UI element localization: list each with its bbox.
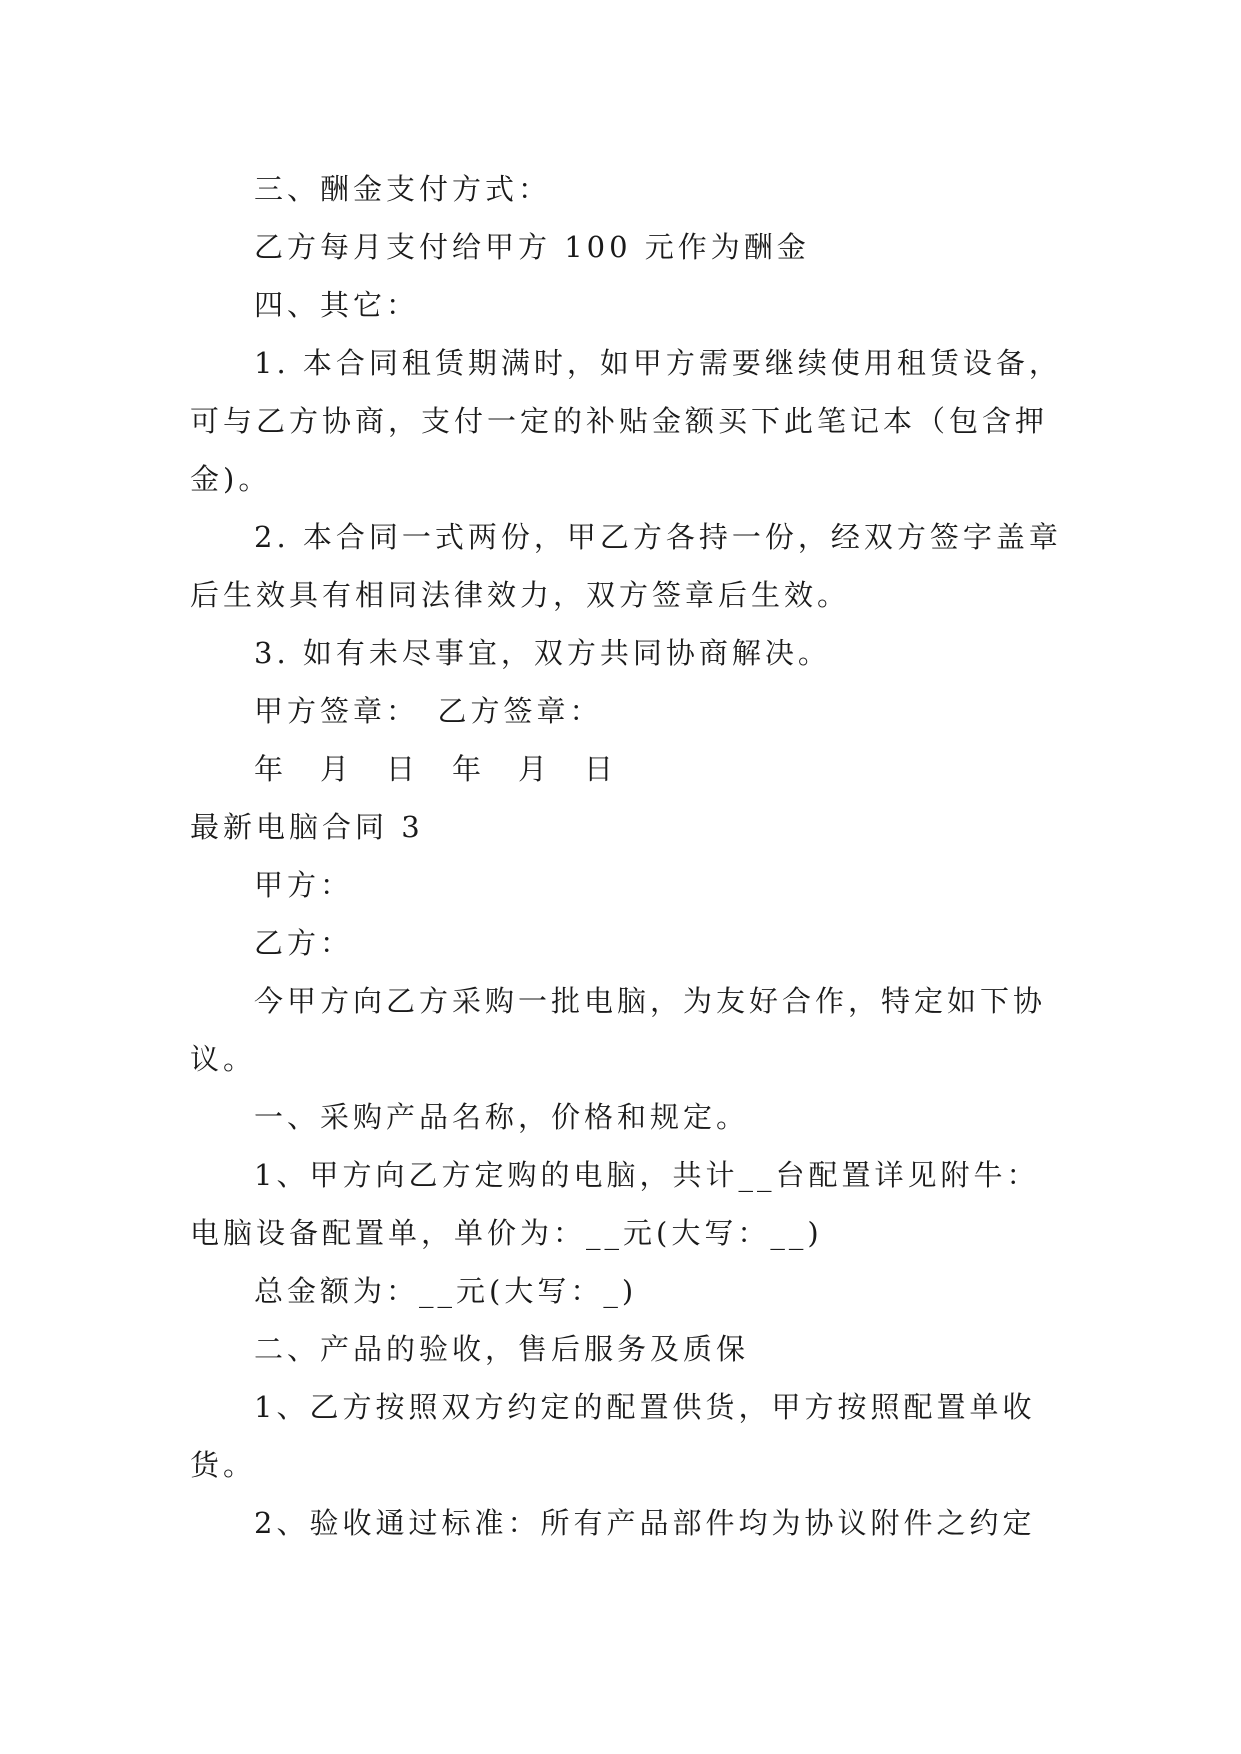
section-heading-products: 一、采购产品名称，价格和规定。 — [254, 1100, 750, 1134]
paragraph-line: 总金额为：__元(大写：_) — [254, 1274, 638, 1308]
party-a-line: 甲方： — [254, 868, 354, 902]
section-heading-payment: 三、酬金支付方式： — [254, 172, 552, 206]
paragraph-line: 1、乙方按照双方约定的配置供货，甲方按照配置单收 — [254, 1390, 1036, 1424]
section-heading-other: 四、其它： — [254, 288, 420, 322]
paragraph-line: 议。 — [190, 1042, 257, 1076]
document-body — [190, 160, 1060, 1552]
paragraph-line: 可与乙方协商，支付一定的补贴金额买下此笔记本（包含押 — [190, 404, 1049, 438]
paragraph-line: 电脑设备配置单，单价为：__元(大写：__) — [190, 1216, 823, 1250]
paragraph-line: 今甲方向乙方采购一批电脑，为友好合作，特定如下协 — [254, 984, 1047, 1018]
paragraph-line: 货。 — [190, 1448, 257, 1482]
date-line: 年 月 日 年 月 日 — [254, 752, 618, 786]
paragraph-line: 2. 本合同一式两份，甲乙方各持一份，经双方签字盖章 — [254, 520, 1062, 554]
section-heading-acceptance: 二、产品的验收，售后服务及质保 — [254, 1332, 750, 1366]
paragraph-line: 3. 如有未尽事宜，双方共同协商解决。 — [254, 636, 831, 670]
paragraph-line: 2、验收通过标准：所有产品部件均为协议附件之约定 — [254, 1506, 1036, 1540]
paragraph-line: 1、甲方向乙方定购的电脑，共计__台配置详见附牛： — [254, 1158, 1040, 1192]
party-b-line: 乙方： — [254, 926, 354, 960]
paragraph-line: 乙方每月支付给甲方 100 元作为酬金 — [254, 230, 810, 264]
paragraph-line: 后生效具有相同法律效力，双方签章后生效。 — [190, 578, 851, 612]
signature-line: 甲方签章： 乙方签章： — [254, 694, 603, 728]
paragraph-line: 金)。 — [190, 462, 272, 496]
paragraph-line: 1. 本合同租赁期满时，如甲方需要继续使用租赁设备， — [254, 346, 1062, 380]
contract-title: 最新电脑合同 3 — [190, 810, 424, 844]
